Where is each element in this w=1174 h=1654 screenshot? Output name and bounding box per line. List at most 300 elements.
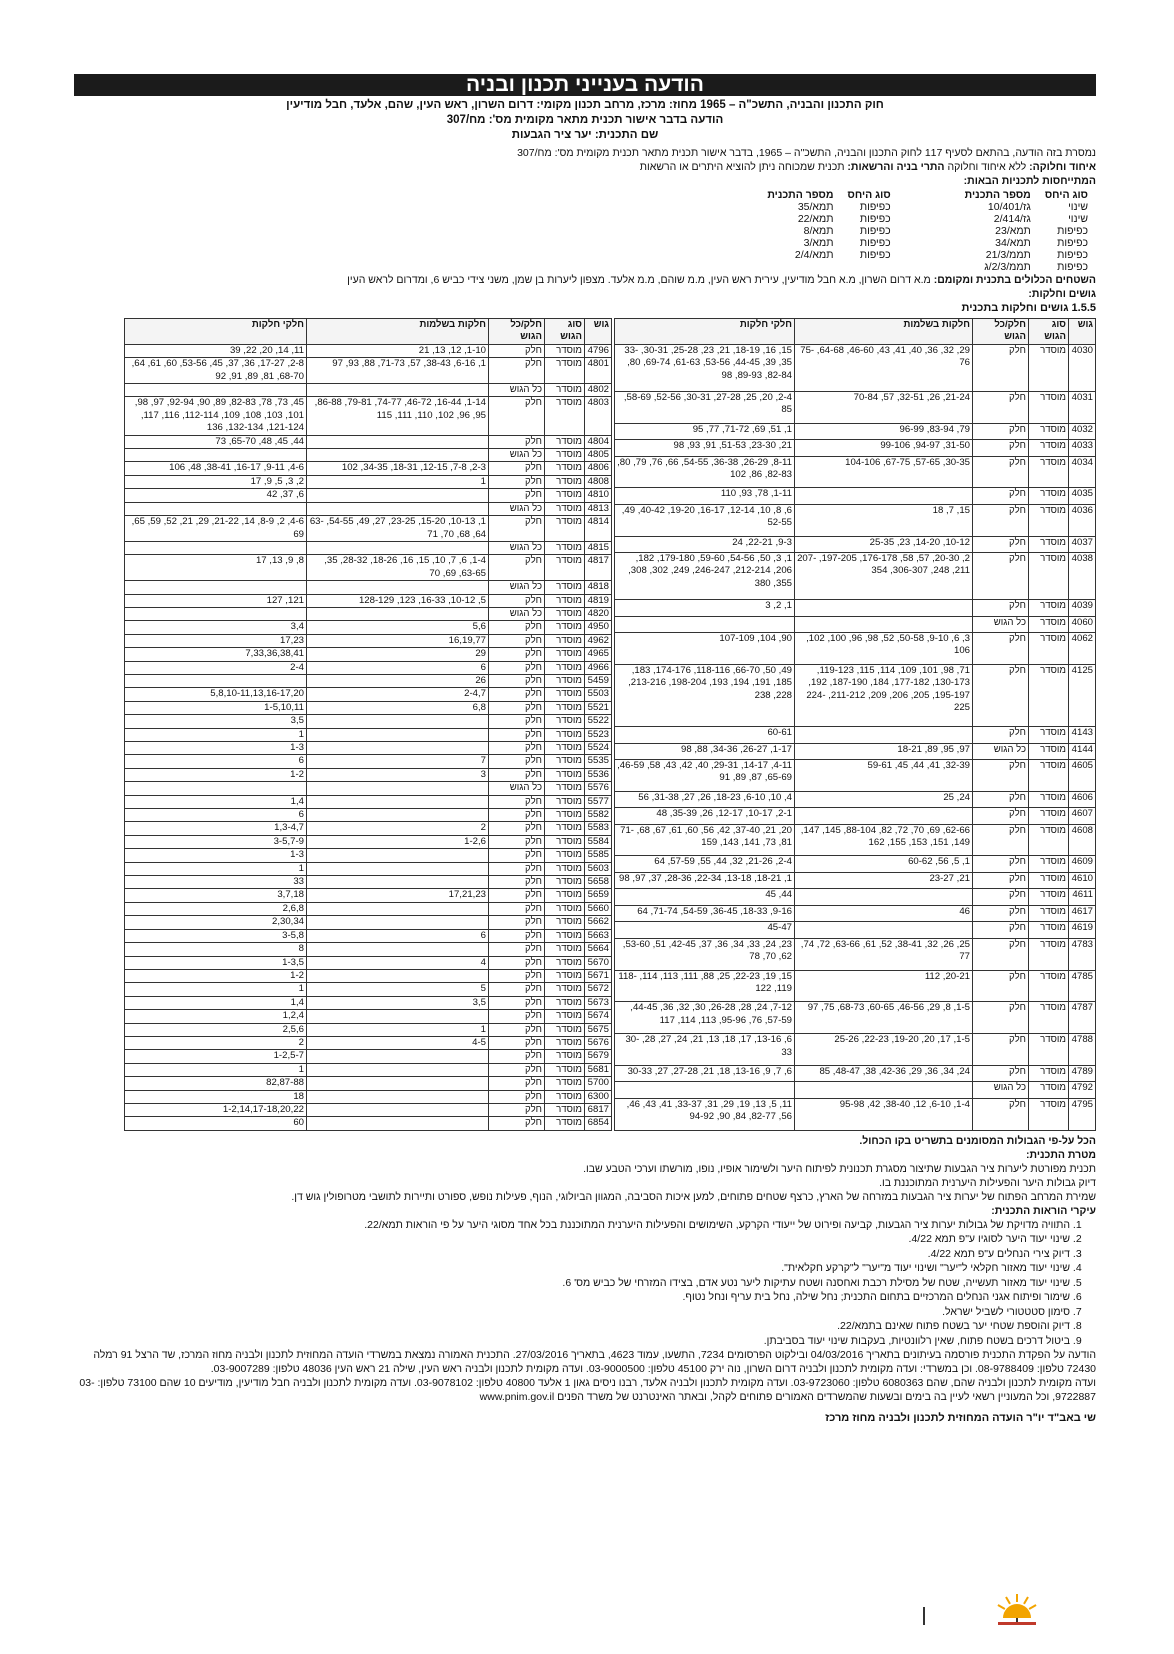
merge-permits-line	[74, 160, 1096, 174]
parcel-row	[125, 835, 612, 848]
parcel-full: 1	[307, 475, 489, 488]
parcel-header-gush: גוש	[585, 319, 612, 345]
parcel-full	[307, 449, 489, 462]
deposit-paragraph: הודעה על הפקדת התכנית פורסמה בעיתונים בתאריך 04/03/2016 ובילקוט הפרסומים 7234, התשעו, עמוד 4623, בתאריך 27/03/2016. התכנית האמורה נמצאת במשרדי הועדה המחוזית לתכנון ולבניה מחוז המרכז, שד הרצל 91 רמלה 72430 טלפון: 08-9788409. וכן במשרדי: ועדה מקומית לתכנון ולבניה דרום השרון, נוה ירק 45100 טלפון: 03-9000500. ועדה מקומית לתכנון ולבניה ראש העין, שילה 21 ראש העין 48036 טלפון: 03-9007289.	[93, 1349, 1096, 1376]
parcel-full: 4	[307, 956, 489, 969]
parcel-part: חלק	[489, 358, 545, 384]
parcel-part: חלק	[489, 634, 545, 647]
parcel-partial: 1-2	[125, 969, 307, 982]
parcel-part: כל הגוש	[489, 449, 545, 462]
parcel-partial: 1, 2, 3	[615, 600, 795, 616]
parcel-gush: 4610	[1069, 872, 1096, 888]
parcel-partial: 1,4	[125, 996, 307, 1009]
parcel-full	[307, 1090, 489, 1103]
parcel-partial: 2,6,8	[125, 902, 307, 915]
parcel-partial: 3,5	[125, 715, 307, 728]
parcel-type: מוסדר	[1029, 600, 1069, 616]
parcel-partial: 45-47	[615, 922, 795, 938]
parcel-row	[125, 674, 612, 687]
parcel-type: מוסדר	[1029, 791, 1069, 807]
parcel-tables	[74, 318, 1096, 1131]
parcel-header-part: חלק/כל הגוש	[489, 319, 545, 345]
relation-plan: תמא/35	[797, 201, 834, 213]
parcel-gush: 4966	[585, 661, 612, 674]
parcel-part: חלק	[489, 929, 545, 942]
parcel-full: 5	[307, 983, 489, 996]
parcel-row	[615, 824, 1096, 856]
parcel-partial	[125, 384, 307, 397]
relations-row	[753, 249, 1088, 261]
parcel-gush: 4813	[585, 502, 612, 515]
parcel-partial	[615, 1082, 795, 1098]
parcel-partial: 1	[125, 1063, 307, 1076]
relation-type: כפיפות	[859, 213, 891, 225]
parcel-full: 29, 32, 36, 40, 41, 43, 46-60, 64-68, 75-76	[795, 344, 973, 391]
parcel-partial: 60-61	[615, 727, 795, 743]
parcel-type: מוסדר	[1029, 938, 1069, 970]
parcel-full	[795, 1082, 973, 1098]
relation-type: שינוי	[1068, 213, 1088, 225]
parcel-row	[125, 929, 612, 942]
parcel-part: חלק	[973, 905, 1029, 921]
parcel-partial: 2,5,6	[125, 1023, 307, 1036]
parcel-partial	[125, 502, 307, 515]
parcel-row	[615, 872, 1096, 888]
relation-plan: תמא/23	[995, 225, 1031, 237]
parcel-type: מוסדר	[545, 835, 585, 848]
relations-title: המתייחסות לתכניות הבאות:	[963, 175, 1096, 187]
parcel-gush: 5675	[585, 1023, 612, 1036]
parcel-gush: 4030	[1069, 344, 1096, 391]
parcel-full: 30-35, 57-65, 67-75, 104-106	[795, 456, 973, 488]
deposit-paragraph-2: ועדה מקומית לתכנון ולבניה שהם, שהם 6080363 טלפון: 03-9723060. ועדה מקומית לתכנון ולבניה אלעד, רבנו ניסים גאון 1 אלעד 40800 טלפון: 03-9078102. ועדה מקומית לתכנון ולבניה חבל מודיעין, מודיעים 10 שהם 73100 טלפון: 03-9722887, וכל המעוניין רשאי לעיין בה בימים ובשעות שהמשרדים האמורים פתוחים לקהל, ובאתר האינטרנט של משרד הפנים www.pnim.gov.il	[79, 1377, 1096, 1404]
parcel-header-full: חלקות בשלמות	[795, 319, 973, 345]
parcel-partial: 60	[125, 1117, 307, 1130]
parcel-gush: 5523	[585, 728, 612, 741]
parcel-type: מוסדר	[545, 1036, 585, 1049]
parcel-row	[615, 456, 1096, 488]
parcel-full: 6,8	[307, 701, 489, 714]
parcel-row	[125, 1090, 612, 1103]
parcel-part: חלק	[489, 728, 545, 741]
parcel-part: חלק	[973, 600, 1029, 616]
provision-item: 3. דיוק צירי הנחלים ע"פ תמא 4/22.	[74, 1247, 1070, 1262]
parcel-part: חלק	[489, 661, 545, 674]
areas-label: השטחים הכלולים בתכנית ומקומם:	[933, 274, 1096, 286]
parcel-row	[125, 621, 612, 634]
parcel-type: מוסדר	[1029, 1002, 1069, 1034]
parcel-gush: 5664	[585, 943, 612, 956]
relation-type: כפיפות	[1057, 261, 1088, 273]
parcel-partial: 7-12, 24, 28, 26-28, 30, 32, 36, 44-45, 57-59, 76, 95-96, 113, 114, 117	[615, 1002, 795, 1034]
parcel-partial: 6	[125, 755, 307, 768]
parcel-gush: 5524	[585, 742, 612, 755]
relations-header-type: סוג היחס	[1044, 189, 1088, 201]
parcel-part: חלק	[973, 1002, 1029, 1034]
provisions-list	[74, 1218, 1096, 1349]
parcel-row	[615, 536, 1096, 552]
parcel-gush: 4814	[585, 516, 612, 542]
parcel-gush: 5671	[585, 969, 612, 982]
parcel-row	[615, 922, 1096, 938]
parcel-partial: 1-2,5-7	[125, 1050, 307, 1063]
parcel-partial: 6	[125, 809, 307, 822]
parcel-part: חלק	[489, 956, 545, 969]
parcel-type: מוסדר	[545, 502, 585, 515]
parcel-part: חלק	[489, 835, 545, 848]
relation-plan: תממ/21/3	[985, 249, 1031, 261]
parcel-type: מוסדר	[1029, 1082, 1069, 1098]
parcel-partial: 11, 14, 20, 22, 39	[125, 344, 307, 357]
parcel-full	[307, 742, 489, 755]
parcel-full: 24, 25	[795, 791, 973, 807]
parcel-header-row	[615, 319, 1096, 345]
parcel-part: כל הגוש	[973, 743, 1029, 759]
parcel-part: חלק	[489, 621, 545, 634]
parcel-full	[795, 600, 973, 616]
relations-row	[753, 237, 1088, 249]
parcel-gush: 5700	[585, 1077, 612, 1090]
parcel-part: חלק	[489, 701, 545, 714]
parcel-gush: 4803	[585, 397, 612, 435]
parcel-gush: 4032	[1069, 423, 1096, 439]
parcel-type: מוסדר	[545, 674, 585, 687]
parcel-gush: 5582	[585, 809, 612, 822]
parcel-row	[125, 581, 612, 594]
parcel-gush: 4039	[1069, 600, 1096, 616]
parcel-partial	[125, 674, 307, 687]
parcel-gush: 4036	[1069, 504, 1096, 536]
parcel-row	[125, 594, 612, 607]
parcel-type: מוסדר	[545, 516, 585, 542]
parcel-full	[307, 782, 489, 795]
parcel-full	[307, 1077, 489, 1090]
parcel-full	[307, 489, 489, 502]
parcel-full: 46	[795, 905, 973, 921]
parcel-part: חלק	[489, 674, 545, 687]
parcel-full	[307, 862, 489, 875]
parcel-gush: 4031	[1069, 391, 1096, 423]
parcel-gush: 5662	[585, 916, 612, 929]
parcel-row	[615, 743, 1096, 759]
parcel-row	[615, 808, 1096, 824]
parcel-type: מוסדר	[1029, 856, 1069, 872]
parcel-type: מוסדר	[545, 822, 585, 835]
parcel-full: 25, 26, 32, 38-41, 52, 61, 63-66, 72, 74, 77	[795, 938, 973, 970]
parcel-row	[125, 502, 612, 515]
parcel-gush: 4038	[1069, 553, 1096, 600]
parcel-part: חלק	[489, 555, 545, 581]
parcel-row	[615, 600, 1096, 616]
parcel-partial: 1-17, 26-27, 34-36, 88, 98	[615, 743, 795, 759]
parcel-full: 21, 23-27	[795, 872, 973, 888]
parcel-full: 6	[307, 929, 489, 942]
parcel-row	[615, 727, 1096, 743]
parcel-partial: 4-6, 9-11, 16-17, 38-41, 48, 106	[125, 462, 307, 475]
parcel-full: 1-2,6	[307, 835, 489, 848]
parcel-full: 5,6	[307, 621, 489, 634]
parcel-part: חלק	[973, 824, 1029, 856]
parcel-partial: 3-5,7-9	[125, 835, 307, 848]
parcel-row	[125, 902, 612, 915]
parcel-row	[615, 633, 1096, 665]
parcel-full: 3,5	[307, 996, 489, 1009]
parcel-part: חלק	[489, 475, 545, 488]
parcel-full: 16,19,77	[307, 634, 489, 647]
parcel-part: חלק	[973, 488, 1029, 504]
parcel-part: חלק	[973, 633, 1029, 665]
parcel-part: חלק	[489, 943, 545, 956]
parcel-part: חלק	[973, 344, 1029, 391]
parcel-partial: 4-11, 14-17, 29-31, 40, 42, 43, 58, 46-59, 65-69, 87, 89, 91	[615, 759, 795, 791]
parcel-full: 2-4,7	[307, 688, 489, 701]
parcel-type: מוסדר	[545, 1063, 585, 1076]
parcel-full: 4-5	[307, 1036, 489, 1049]
parcel-part: חלק	[973, 922, 1029, 938]
parcel-type: מוסדר	[545, 634, 585, 647]
parcel-type: מוסדר	[545, 1050, 585, 1063]
parcel-type: מוסדר	[1029, 824, 1069, 856]
parcel-row	[125, 1063, 612, 1076]
law-line: חוק התכנון והבניה, התשכ"ה – 1965 מחוז: מרכז, מרחב תכנון מקומי: דרום השרון, ראש העין, שהם, אלעד, חבל מודיעין	[286, 99, 884, 111]
parcel-type: מוסדר	[1029, 344, 1069, 391]
provision-item: 6. שימור ופיתוח אגני הנחלים המרכזיים בתחום התכנית; נחל שילה, נחל בית עריף ונחל נטוף.	[74, 1290, 1070, 1305]
parcel-type: מוסדר	[545, 489, 585, 502]
provision-item: 4. שינוי יעוד מאזור חקלאי ל"יער" ושינוי יעוד מ"יער" ל"קרקע חקלאית".	[74, 1261, 1070, 1276]
parcel-part: חלק	[489, 1103, 545, 1116]
parcel-table-left	[124, 318, 612, 1131]
relations-row	[753, 213, 1088, 225]
parcel-full: 29	[307, 648, 489, 661]
parcel-part: חלק	[489, 849, 545, 862]
parcel-row	[125, 358, 612, 384]
parcel-gush: 4795	[1069, 1098, 1096, 1130]
parcel-gush: 4617	[1069, 905, 1096, 921]
intro-paragraph: נמסרת בזה הודעה, בהתאם לסעיף 117 לחוק התכנון והבניה, התשכ"ה – 1965, בדבר אישור תכנית מתאר תכנית מקומית מס': מח/307	[517, 147, 1096, 159]
parcel-part: חלק	[489, 397, 545, 435]
parcel-row	[615, 344, 1096, 391]
parcel-gush: 4605	[1069, 759, 1096, 791]
parcel-header-full: חלקות בשלמות	[307, 319, 489, 345]
parcel-full: 1-5, 17, 20, 19-20, 22-23, 25-26	[795, 1034, 973, 1066]
parcel-row	[125, 435, 612, 448]
parcel-type: מוסדר	[1029, 872, 1069, 888]
parcel-full: 17,21,23	[307, 889, 489, 902]
parcel-gush: 5503	[585, 688, 612, 701]
parcel-full	[307, 943, 489, 956]
parcel-partial: 1-3	[125, 849, 307, 862]
relation-type: כפיפות	[859, 225, 891, 237]
parcel-part: חלק	[973, 759, 1029, 791]
parcel-partial: 1, 3, 50, 54-56, 59-60, 179-180, 182, 206, 212-214, 246-247, 249, 302, 308, 355, 380	[615, 553, 795, 600]
relation-plan: תמא/8	[803, 225, 834, 237]
parcel-full	[307, 969, 489, 982]
parcel-type: מוסדר	[545, 969, 585, 982]
parcel-row	[615, 759, 1096, 791]
relations-header-row	[753, 189, 1088, 201]
parcel-type: מוסדר	[545, 435, 585, 448]
parcel-type: מוסדר	[545, 462, 585, 475]
parcel-partial: 6, 37, 42	[125, 489, 307, 502]
parcel-gush: 4820	[585, 607, 612, 620]
parcel-gush: 4796	[585, 344, 612, 357]
parcel-part: חלק	[973, 856, 1029, 872]
parcel-full: 97, 95, 89, 18-21	[795, 743, 973, 759]
parcel-type: מוסדר	[545, 449, 585, 462]
parcel-partial: 44, 45	[615, 889, 795, 905]
relation-plan: תמא/2/4	[794, 249, 834, 261]
parcel-gush: 5459	[585, 674, 612, 687]
parcel-partial: 2-1, 10-17, 12-17, 26, 35-39, 48	[615, 808, 795, 824]
parcel-full	[795, 922, 973, 938]
parcel-part: חלק	[973, 1098, 1029, 1130]
parcel-row	[125, 1050, 612, 1063]
parcel-full: 2, 20-30, 57, 58, 176-178, 197-205, 207-211, 248, 306-307, 354	[795, 553, 973, 600]
parcel-part: כל הגוש	[973, 616, 1029, 632]
relation-type	[833, 261, 890, 273]
relation-type: כפיפות	[859, 249, 891, 261]
parcel-header-partial: חלקי חלקות	[615, 319, 795, 345]
parcel-row	[125, 956, 612, 969]
parcel-row	[615, 1098, 1096, 1130]
parcel-type: מוסדר	[545, 1077, 585, 1090]
notice-line: הודעה בדבר אישור תכנית מתאר מקומית מס': מח/307	[446, 114, 724, 126]
parcel-gush: 4810	[585, 489, 612, 502]
parcel-row	[125, 1023, 612, 1036]
goal-item: דיוק גבולות היער והפעילות היערנית המתוכננת בו.	[879, 1176, 1096, 1189]
parcel-row	[615, 616, 1096, 632]
parcel-type: מוסדר	[545, 768, 585, 781]
parcel-full: 2	[307, 822, 489, 835]
parcel-gush: 6817	[585, 1103, 612, 1116]
parcel-gush: 4609	[1069, 856, 1096, 872]
parcel-row	[125, 384, 612, 397]
parcel-row	[615, 664, 1096, 726]
parcel-type: מוסדר	[545, 621, 585, 634]
parcel-part: חלק	[973, 791, 1029, 807]
parcel-partial: 9-16, 18-33, 36-45, 54-59, 71-74, 64	[615, 905, 795, 921]
parcel-row	[615, 1002, 1096, 1034]
after-table-note: הכל על-פי הגבולות המסומנים בתשריט בקו הכחול.	[859, 1134, 1096, 1147]
parcel-gush: 4815	[585, 541, 612, 554]
parcel-row	[125, 1117, 612, 1130]
parcel-part: חלק	[489, 862, 545, 875]
parcel-partial: 6, 7, 9, 13-16, 18, 21, 27-28, 27, 30-33	[615, 1065, 795, 1081]
parcel-full	[307, 715, 489, 728]
parcel-part: חלק	[489, 688, 545, 701]
areas-line	[74, 273, 1096, 287]
parcel-full	[307, 1063, 489, 1076]
parcel-type: מוסדר	[545, 1103, 585, 1116]
parcel-gush: 4785	[1069, 970, 1096, 1002]
parcel-full: 1, 6-16, 38-43, 57, 71-73, 88, 93, 97	[307, 358, 489, 384]
parcel-type: מוסדר	[1029, 536, 1069, 552]
parcel-gush: 4818	[585, 581, 612, 594]
parcel-gush: 4789	[1069, 1065, 1096, 1081]
parcel-partial: 1	[125, 862, 307, 875]
parcel-row	[125, 755, 612, 768]
parcel-row	[125, 742, 612, 755]
parcel-part: חלק	[973, 1034, 1029, 1066]
parcel-type: מוסדר	[545, 876, 585, 889]
parcel-part: חלק	[489, 648, 545, 661]
parcel-partial: 1,4	[125, 795, 307, 808]
parcel-part: חלק	[489, 1023, 545, 1036]
goals-label: מטרת התכנית:	[1026, 1148, 1096, 1161]
parcel-full: 71, 98, 101, 109, 114, 115, 119-123, 130-173, 177-182, 184, 187-190, 192, 195-197, 205, 206, 209, 211-212, 224-225	[795, 664, 973, 726]
parcel-partial: 4, 10, 6-10, 18-23, 26, 27, 31-38, 56	[615, 791, 795, 807]
parcel-part: חלק	[489, 1077, 545, 1090]
parcel-row	[125, 555, 612, 581]
parcel-type: מוסדר	[1029, 727, 1069, 743]
parcel-gush: 4819	[585, 594, 612, 607]
parcel-row	[125, 983, 612, 996]
parcel-type: מוסדר	[545, 344, 585, 357]
parcel-gush: 5673	[585, 996, 612, 1009]
parcel-type: מוסדר	[545, 782, 585, 795]
parcel-partial: 23, 24, 33, 34, 36, 37, 42-45, 51, 53-60, 62, 70, 78	[615, 938, 795, 970]
parcel-part: חלק	[489, 1010, 545, 1023]
parcel-partial: 20, 21, 37-40, 42, 56, 60, 61, 67, 68, 71-81, 73, 141, 143, 159	[615, 824, 795, 856]
parcel-row	[125, 849, 612, 862]
planning-notice	[74, 74, 1096, 1424]
merge-label: איחוד וחלוקה:	[1029, 161, 1096, 173]
parcel-part: חלק	[973, 727, 1029, 743]
parcel-partial: 45, 73, 78, 82-83, 89, 90, 92-94, 97, 98, 101, 103, 108, 109, 112-114, 116, 117, 121-124, 132-134, 136	[125, 397, 307, 435]
parcel-full: 79, 83-94, 96-99	[795, 423, 973, 439]
parcel-full	[307, 876, 489, 889]
parcel-row	[125, 943, 612, 956]
parcel-gush: 5663	[585, 929, 612, 942]
parcel-row	[615, 423, 1096, 439]
parcel-partial: 4-6, 2, 8-9, 14, 21-22, 29, 21, 52, 59, 65, 69	[125, 516, 307, 542]
provision-item: 9. ביטול דרכים בשטח פתוח, שאין רלוונטיות, בעקבות שינוי יעוד בסביבתן.	[74, 1334, 1070, 1349]
parcel-partial: 121, 127	[125, 594, 307, 607]
parcel-partial	[125, 581, 307, 594]
parcel-partial: 5,8,10-11,13,16-17,20	[125, 688, 307, 701]
parcel-gush: 5583	[585, 822, 612, 835]
parcel-type: מוסדר	[1029, 616, 1069, 632]
parcel-part: חלק	[489, 996, 545, 1009]
parcel-gush: 5659	[585, 889, 612, 902]
parcel-row	[125, 648, 612, 661]
parcel-part: כל הגוש	[489, 607, 545, 620]
parcel-gush: 4808	[585, 475, 612, 488]
parcel-row	[615, 970, 1096, 1002]
goals-list	[74, 1162, 1096, 1204]
parcel-partial	[125, 449, 307, 462]
parcel-partial: 1-3,5	[125, 956, 307, 969]
parcel-type: מוסדר	[545, 594, 585, 607]
parcel-type: מוסדר	[545, 983, 585, 996]
parcel-row	[615, 391, 1096, 423]
parcel-type: מוסדר	[1029, 808, 1069, 824]
parcel-partial: 2, 3, 5, 9, 17	[125, 475, 307, 488]
parcel-row	[615, 905, 1096, 921]
parcel-gush: 4606	[1069, 791, 1096, 807]
parcel-type: מוסדר	[545, 996, 585, 1009]
parcel-gush: 4804	[585, 435, 612, 448]
parcel-type: מוסדר	[545, 384, 585, 397]
parcel-type: מוסדר	[545, 581, 585, 594]
parcel-row	[615, 488, 1096, 504]
parcel-partial: 44, 45, 48, 65-70, 73	[125, 435, 307, 448]
parcel-partial: 2-4, 21-26, 32, 44, 55, 57-59, 64	[615, 856, 795, 872]
parcel-gush: 5535	[585, 755, 612, 768]
parcel-part: חלק	[489, 1090, 545, 1103]
parcel-partial: 90, 104, 107-109	[615, 633, 795, 665]
plan-name-line: שם התכנית: יער ציר הגבעות	[511, 129, 659, 141]
